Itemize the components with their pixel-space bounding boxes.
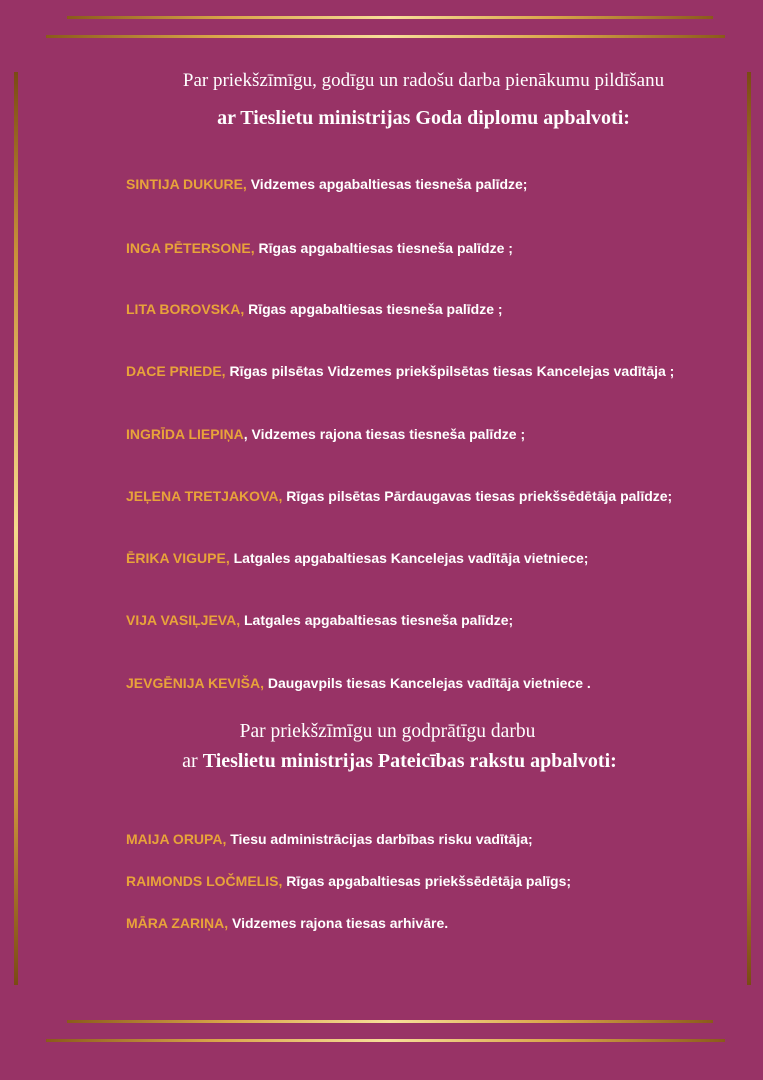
awardee-position: Rīgas pilsētas Vidzemes priekšpilsētas tiesas Kancelejas vadītāja ; xyxy=(225,363,675,379)
awardee-name: JEVGĒNIJA KEVIŠA, xyxy=(126,675,264,691)
awardee-name: ĒRIKA VIGUPE, xyxy=(126,550,230,566)
gold-border-left xyxy=(14,72,18,985)
award-entry xyxy=(126,675,591,691)
awardee-name: MĀRA ZARIŅA, xyxy=(126,915,229,931)
awardee-name: LITA BOROVSKA, xyxy=(126,301,245,317)
awardee-position: Daugavpils tiesas Kancelejas vadītāja vietniece . xyxy=(263,675,591,691)
award-entry xyxy=(126,915,448,931)
awardee-position: Vidzemes rajona tiesas arhivāre. xyxy=(228,915,449,931)
gold-border-top-outer xyxy=(46,35,725,38)
section2-heading-line2 xyxy=(18,750,763,773)
award-entry xyxy=(126,426,525,442)
awardee-name: VIJA VASIĻJEVA, xyxy=(126,612,241,628)
section2-heading-line1: Par priekšzīmīgu un godprātīgu darbu xyxy=(239,721,536,742)
awardee-position: Rīgas apgabaltiesas tiesneša palīdze ; xyxy=(244,301,503,317)
award-entry xyxy=(126,363,674,379)
awardee-position: Vidzemes apgabaltiesas tiesneša palīdze; xyxy=(246,176,528,192)
awardee-position: Tiesu administrācijas darbības risku vadītāja; xyxy=(226,831,533,847)
awardee-position: Rīgas apgabaltiesas tiesneša palīdze ; xyxy=(254,240,513,256)
section2-heading-bold: Tieslietu ministrijas Pateicības rakstu apbalvoti: xyxy=(202,750,617,772)
awardee-name: RAIMONDS LOČMELIS, xyxy=(126,873,283,889)
award-entry xyxy=(126,831,533,847)
section2-heading-prefix: ar xyxy=(182,750,203,772)
award-entry xyxy=(126,301,503,317)
award-entry xyxy=(126,240,513,256)
award-entry xyxy=(126,873,571,889)
awardee-position: Latgales apgabaltiesas Kancelejas vadītāja vietniece; xyxy=(229,550,589,566)
awardee-name: JEĻENA TRETJAKOVA, xyxy=(126,488,283,504)
gold-border-top-inner xyxy=(67,16,713,19)
award-entry xyxy=(126,488,672,504)
award-entry xyxy=(126,612,513,628)
awardee-position: Rīgas apgabaltiesas priekšsēdētāja palīgs; xyxy=(282,873,572,889)
section1-heading-line2: ar Tieslietu ministrijas Goda diplomu apbalvoti: xyxy=(217,107,630,129)
awardee-position: , Vidzemes rajona tiesas tiesneša palīdze ; xyxy=(243,426,526,442)
awardee-name: DACE PRIEDE, xyxy=(126,363,226,379)
awardee-position: Latgales apgabaltiesas tiesneša palīdze; xyxy=(240,612,514,628)
awardee-name: MAIJA ORUPA, xyxy=(126,831,227,847)
award-entry xyxy=(126,550,588,566)
awardee-position: Rīgas pilsētas Pārdaugavas tiesas priekšsēdētāja palīdze; xyxy=(282,488,673,504)
gold-border-bottom-outer xyxy=(46,1039,725,1042)
award-entry xyxy=(126,176,527,192)
gold-border-right xyxy=(747,72,751,985)
awardee-name: INGRĪDA LIEPIŅA xyxy=(126,426,244,442)
gold-border-bottom-inner xyxy=(67,1020,713,1023)
section1-heading-line1: Par priekšzīmīgu, godīgu un radošu darba pienākumu pildīšanu xyxy=(182,70,665,91)
awardee-name: INGA PĒTERSONE, xyxy=(126,240,255,256)
awardee-name: SINTIJA DUKURE, xyxy=(126,176,247,192)
